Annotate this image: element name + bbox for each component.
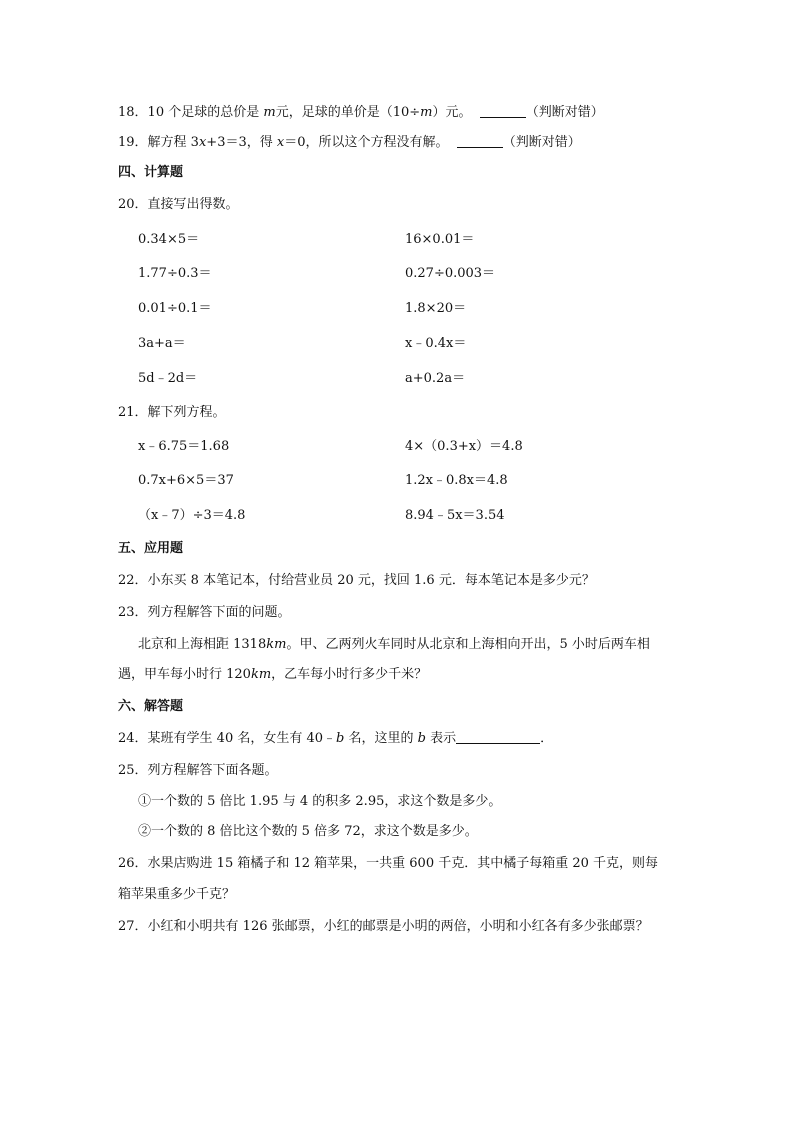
section-heading: 五、应用题 (118, 541, 184, 556)
question-text: ． (540, 731, 554, 746)
calc-item: 3a+a＝ (138, 336, 186, 351)
calc-item: 0.01÷0.1＝ (138, 301, 212, 316)
answer-blank[interactable] (456, 730, 540, 744)
variable: b (417, 731, 426, 746)
question-22: 22．小东买 8 本笔记本，付给营业员 20 元，找回 1.6 元．每本笔记本是多少元？ (118, 573, 595, 588)
question-23-stem: 23．列方程解答下面的问题。 (118, 605, 291, 620)
question-20-stem: 20．直接写出得数。 (118, 197, 239, 212)
question-text: 名，这里的 (344, 731, 418, 746)
question-text: 元，足球的单价是（10÷ (275, 105, 421, 120)
question-24 (118, 730, 553, 748)
variable: m (263, 105, 276, 120)
sub-question: ①一个数的 5 倍比 1.95 与 4 的积多 2.95，求这个数是多少。 (138, 794, 502, 809)
question-text: 24．某班有学生 40 名，女生有 40﹣ (118, 731, 337, 746)
answer-blank[interactable] (457, 134, 503, 148)
equation-item: 8.94﹣5x＝3.54 (405, 508, 505, 523)
calc-item: 1.8×20＝ (405, 301, 467, 316)
question-text: 解方程 3 (147, 135, 199, 150)
judge-label: （判断对错） (525, 105, 604, 120)
equation-item: 0.7x+6×5＝37 (138, 473, 234, 488)
calc-item: x﹣0.4x＝ (405, 336, 467, 351)
calc-item: 5d﹣2d＝ (138, 371, 198, 386)
question-text: 表示 (425, 731, 457, 746)
question-23-body (118, 666, 427, 684)
question-27: 27．小红和小明共有 126 张邮票，小红的邮票是小明的两倍，小明和小红各有多少张邮票？ (118, 919, 649, 934)
answer-blank[interactable] (480, 104, 526, 118)
question-19 (118, 134, 581, 152)
variable: b (336, 731, 345, 746)
calc-item: 1.77÷0.3＝ (138, 266, 212, 281)
question-text: 10 个足球的总价是 (147, 105, 260, 120)
question-21-stem: 21．解下列方程。 (118, 405, 226, 420)
question-26-cont: 箱苹果重多少千克？ (118, 887, 236, 902)
body-text: 北京和上海相距 1318 (138, 637, 267, 652)
calc-item: 0.34×5＝ (138, 232, 200, 247)
equation-item: （x﹣7）÷3＝4.8 (138, 508, 246, 523)
question-23-body (138, 636, 650, 654)
question-18 (118, 104, 604, 122)
body-text: ，乙车每小时行多少千米？ (271, 667, 428, 682)
unit: km (250, 667, 272, 682)
section-heading: 六、解答题 (118, 699, 184, 714)
question-26: 26．水果店购进 15 箱橘子和 12 箱苹果，一共重 600 千克．其中橘子每箱重 20 千克，则每 (118, 856, 659, 871)
question-number: 18． (118, 105, 148, 120)
section-heading: 四、计算题 (118, 165, 184, 180)
body-text: 。甲、乙两列火车同时从北京和上海相向开出，5 小时后两车相 (286, 637, 650, 652)
question-25-stem: 25．列方程解答下面各题。 (118, 763, 278, 778)
question-text: ＝0，所以这个方程没有解。 (284, 135, 449, 150)
calc-item: 0.27÷0.003＝ (405, 266, 496, 281)
sub-question: ②一个数的 8 倍比这个数的 5 倍多 72，求这个数是多少。 (138, 824, 478, 839)
equation-item: x﹣6.75＝1.68 (138, 439, 230, 454)
body-text: 遇，甲车每小时行 120 (118, 667, 251, 682)
variable: x (198, 135, 207, 150)
question-text: +3＝3，得 (206, 135, 273, 150)
variable: x (276, 135, 285, 150)
calc-item: a+0.2a＝ (405, 371, 466, 386)
calc-item: 16×0.01＝ (405, 232, 475, 247)
unit: km (266, 637, 287, 652)
equation-item: 4×（0.3+x）＝4.8 (405, 439, 523, 454)
variable: m (420, 105, 433, 120)
equation-item: 1.2x﹣0.8x＝4.8 (405, 473, 508, 488)
question-text: ）元。 (432, 105, 472, 120)
judge-label: （判断对错） (502, 135, 581, 150)
question-number: 19． (118, 135, 148, 150)
